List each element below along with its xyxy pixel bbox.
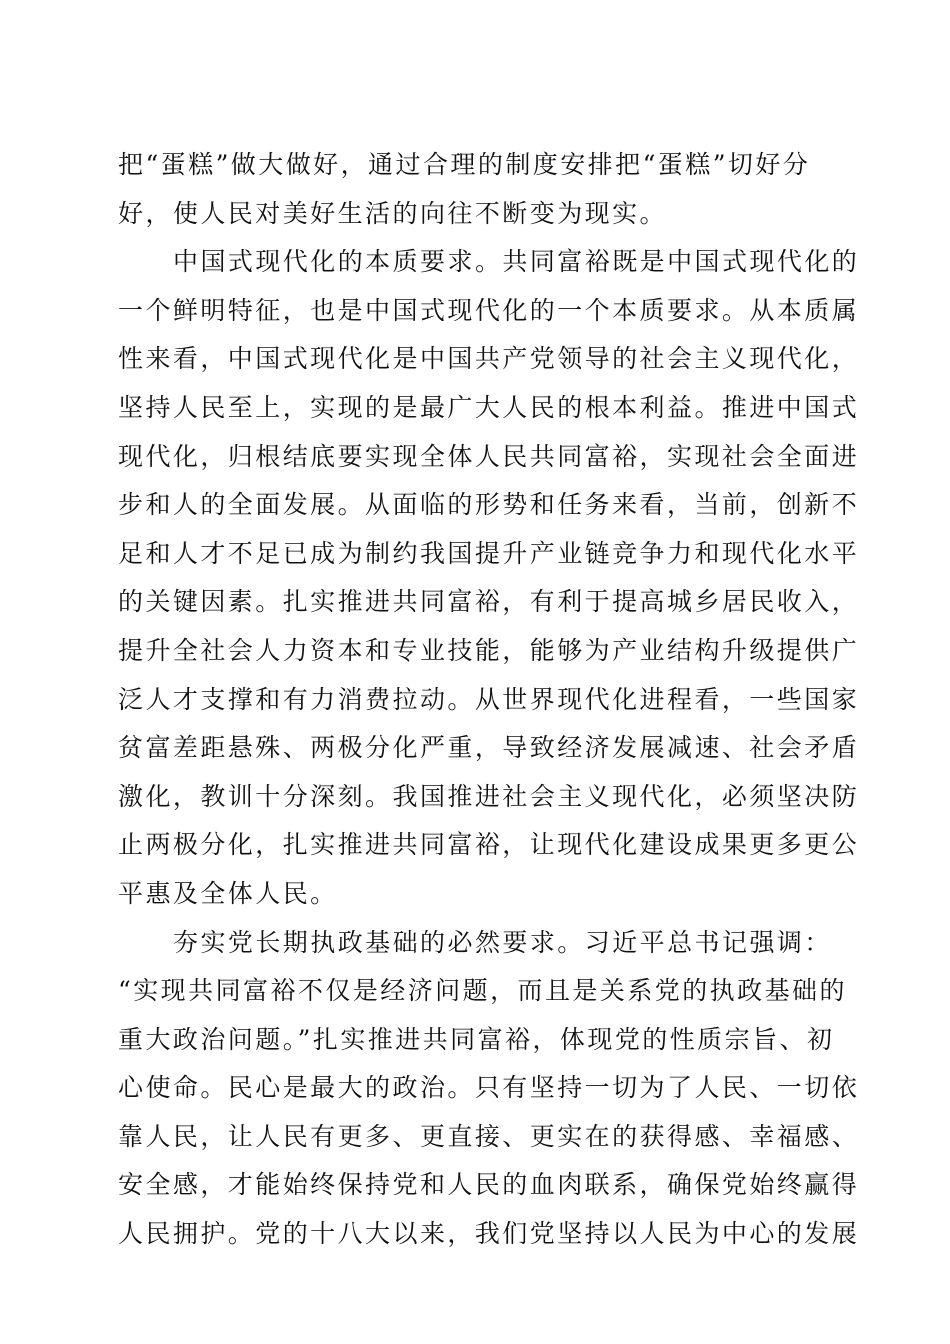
body-text: [118, 141, 860, 1259]
text-line: 步和人的全面发展。从面临的形势和任务来看，当前，创新不: [118, 490, 860, 520]
text-line: 激化，教训十分深刻。我国推进社会主义现代化，必须坚决防: [118, 781, 860, 811]
text-line: 靠人民，让人民有更多、更直接、更实在的获得感、幸福感、: [118, 1121, 860, 1151]
text-line: 现代化，归根结底要实现全体人民共同富裕，实现社会全面进: [118, 441, 860, 471]
text-line: 平惠及全体人民。: [118, 878, 338, 908]
text-line: 性来看，中国式现代化是中国共产党领导的社会主义现代化，: [118, 344, 860, 374]
text-line: 人民拥护。党的十八大以来，我们党坚持以人民为中心的发展: [118, 1219, 860, 1249]
text-line: 足和人才不足已成为制约我国提升产业链竞争力和现代化水平: [118, 538, 860, 568]
text-line: “实现共同富裕不仅是经济问题，而且是关系党的执政基础的: [118, 976, 847, 1006]
text-line: 止两极分化，扎实推进共同富裕，让现代化建设成果更多更公: [118, 830, 860, 860]
text-line: 泛人才支撑和有力消费拉动。从世界现代化进程看，一些国家: [118, 684, 860, 714]
text-line: 的关键因素。扎实推进共同富裕，有利于提高城乡居民收入，: [118, 587, 860, 617]
text-line: 重大政治问题。”扎实推进共同富裕，体现党的性质宗旨、初: [118, 1024, 835, 1054]
text-line: 贫富差距悬殊、两极分化严重，导致经济发展减速、社会矛盾: [118, 733, 860, 763]
paragraph-start-line: 夯实党长期执政基础的必然要求。习近平总书记强调：: [173, 927, 832, 957]
paragraph-start-line: 中国式现代化的本质要求。共同富裕既是中国式现代化的: [173, 247, 860, 277]
text-line: 把“蛋糕”做大做好，通过合理的制度安排把“蛋糕”切好分: [118, 150, 811, 179]
text-line: 坚持人民至上，实现的是最广大人民的根本利益。推进中国式: [118, 392, 860, 422]
text-line: 心使命。民心是最大的政治。只有坚持一切为了人民、一切依: [118, 1073, 860, 1103]
text-line: 好，使人民对美好生活的向往不断变为现实。: [118, 198, 668, 228]
text-line: 安全感，才能始终保持党和人民的血肉联系，确保党始终赢得: [118, 1170, 860, 1200]
text-line: 一个鲜明特征，也是中国式现代化的一个本质要求。从本质属: [118, 295, 860, 325]
text-line: 提升全社会人力资本和专业技能，能够为产业结构升级提供广: [118, 635, 860, 665]
